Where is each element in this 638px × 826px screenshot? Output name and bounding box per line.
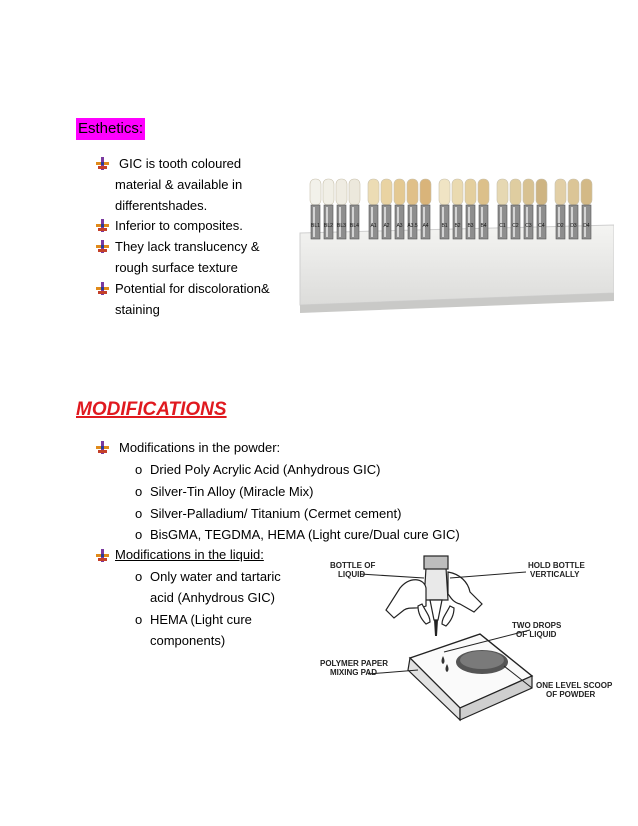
shade-tooth [381, 179, 392, 205]
shade-tab-label: A2 [383, 223, 390, 229]
o-bullet: o [135, 462, 143, 477]
shade-tab-label: B1 [441, 223, 448, 229]
shade-tab-handle [466, 205, 475, 239]
shade-tooth [510, 179, 521, 205]
o-bullet: o [135, 527, 143, 542]
shade-tab-handle [382, 205, 391, 239]
shade-tooth [336, 179, 347, 205]
label-scoop-line-1: ONE LEVEL SCOOP [536, 681, 613, 690]
shade-tooth [465, 179, 476, 205]
label-scoop-line-2: OF POWDER [546, 690, 596, 699]
shade-tab-handle [582, 205, 591, 239]
bullet-icon [96, 549, 109, 562]
shade-tab-handle [324, 205, 333, 239]
liquid-item-2-line-2: components) [150, 633, 226, 648]
shade-tooth [536, 179, 547, 205]
shade-tab-handle [408, 205, 417, 239]
label-pad-line-2: MIXING PAD [330, 668, 377, 677]
esthetics-bullet-1-line-3: differentshades. [115, 198, 208, 213]
shade-tooth [581, 179, 592, 205]
bullet-icon [96, 282, 109, 295]
esthetics-bullet-4-line-2: staining [115, 302, 160, 317]
liquid-modifications-label: Modifications in the liquid: [115, 547, 264, 562]
shade-tab-handle [395, 205, 404, 239]
powder-item-2: Silver-Tin Alloy (Miracle Mix) [150, 484, 314, 499]
shade-tooth [407, 179, 418, 205]
bullet-icon [96, 240, 109, 253]
mixing-diagram [300, 548, 618, 724]
shade-tab-label: D3 [570, 223, 577, 229]
shade-tab-label: B3 [467, 223, 474, 229]
shade-tooth [420, 179, 431, 205]
shade-tab-handle [440, 205, 449, 239]
liquid-item-2-line-1: HEMA (Light cure [150, 612, 252, 627]
o-bullet: o [135, 506, 143, 521]
shade-tab-label: A4 [422, 223, 429, 229]
shade-tab-label: A3 [396, 223, 403, 229]
powder-item-1: Dried Poly Acrylic Acid (Anhydrous GIC) [150, 462, 381, 477]
shade-tab-label: D2 [557, 223, 564, 229]
mixing-pad [408, 634, 532, 720]
label-pad-line-1: POLYMER PAPER [320, 659, 389, 668]
shade-tooth [497, 179, 508, 205]
shade-tab-handle [537, 205, 546, 239]
modifications-heading: MODIFICATIONS [76, 399, 227, 420]
shade-tooth [394, 179, 405, 205]
shade-tab-label: BL2 [324, 223, 333, 229]
label-drops-line-2: OF LIQUID [516, 630, 557, 639]
shade-tab-handle [311, 205, 320, 239]
shade-tooth [368, 179, 379, 205]
shade-tooth [523, 179, 534, 205]
shade-tooth [478, 179, 489, 205]
shade-tab-label: B4 [480, 223, 487, 229]
shade-tab-label: B2 [454, 223, 461, 229]
esthetics-bullet-4-line-1: Potential for discoloration& [115, 281, 270, 296]
shade-tab-label: C1 [499, 223, 506, 229]
label-hold-line-1: HOLD BOTTLE [528, 561, 585, 570]
o-bullet: o [135, 612, 143, 627]
liquid-item-1-line-1: Only water and tartaric [150, 569, 281, 584]
shade-tab-label: C2 [512, 223, 519, 229]
shade-tooth [555, 179, 566, 205]
shade-tab-label: BL4 [350, 223, 359, 229]
esthetics-bullet-2: Inferior to composites. [115, 218, 243, 233]
esthetics-bullet-1-line-2: material & available in [115, 177, 243, 192]
shade-tab-handle [479, 205, 488, 239]
powder-modifications-label: Modifications in the powder: [119, 440, 281, 455]
shade-tab-handle [421, 205, 430, 239]
bullet-icon [96, 157, 109, 170]
shade-tooth [568, 179, 579, 205]
shade-tab-handle [498, 205, 507, 239]
shade-tab-label: BL3 [337, 223, 346, 229]
powder-item-3: Silver-Palladium/ Titanium (Cermet cement) [150, 506, 402, 521]
esthetics-bullet-3-line-1: They lack translucency & [115, 239, 260, 254]
shade-tab-handle [569, 205, 578, 239]
esthetics-heading: Esthetics: [76, 118, 145, 140]
esthetics-bullet-3-line-2: rough surface texture [115, 260, 238, 275]
powder-item-4: BisGMA, TEGDMA, HEMA (Light cure/Dual cure GIC) [150, 527, 460, 542]
shade-tooth [439, 179, 450, 205]
liquid-item-1-line-2: acid (Anhydrous GIC) [150, 590, 275, 605]
shade-tab-label: C3 [525, 223, 532, 229]
shade-tab-handle [524, 205, 533, 239]
shade-tab-handle [350, 205, 359, 239]
shade-tooth [310, 179, 321, 205]
label-bottle-line-2: LIQUID [338, 570, 366, 579]
shade-tab-handle [453, 205, 462, 239]
label-bottle-line-1: BOTTLE OF [330, 561, 376, 570]
shade-tab-handle [369, 205, 378, 239]
shade-tab-label: BL1 [311, 223, 320, 229]
shade-tooth [349, 179, 360, 205]
shade-tab-label: D4 [583, 223, 590, 229]
shade-tab-label: C4 [538, 223, 545, 229]
shade-tab-handle [511, 205, 520, 239]
esthetics-bullet-1-line-1: GIC is tooth coloured [119, 156, 242, 171]
bullet-icon [96, 219, 109, 232]
shade-tab-label: A1 [370, 223, 377, 229]
shade-tooth [323, 179, 334, 205]
shade-tooth [452, 179, 463, 205]
shade-tab-handle [337, 205, 346, 239]
o-bullet: o [135, 569, 143, 584]
o-bullet: o [135, 484, 143, 499]
label-drops-line-1: TWO DROPS [512, 621, 562, 630]
shade-tab-handle [556, 205, 565, 239]
shade-tab-label: A3.5 [407, 223, 418, 229]
label-hold-line-2: VERTICALLY [530, 570, 580, 579]
bullet-icon [96, 441, 109, 454]
shade-guide-image [298, 155, 614, 315]
